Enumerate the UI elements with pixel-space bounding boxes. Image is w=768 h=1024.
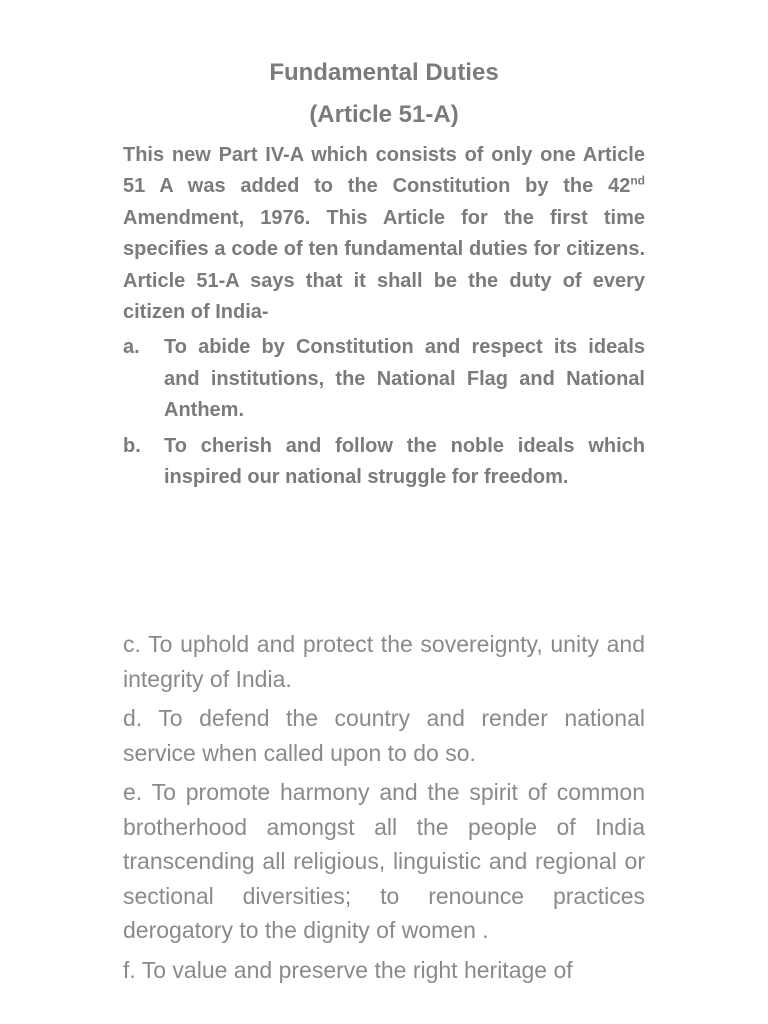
duty-item-f: f. To value and preserve the right heritage of — [123, 956, 573, 983]
duty-text-a: To abide by Constitution and respect its ideals and institutions, the National Flag and National Anthem. — [164, 336, 645, 422]
document-title: Fundamental Duties — [269, 59, 499, 86]
duties-list-bold — [123, 332, 645, 493]
intro-superscript: nd — [630, 173, 645, 188]
duty-item-b — [123, 431, 645, 494]
duty-item-d: d. To defend the country and render national service when called upon to do so. — [123, 705, 645, 766]
document-page-top — [123, 52, 645, 497]
duty-item-c: c. To uphold and protect the sovereignty, unity and integrity of India. — [123, 631, 645, 692]
intro-text-part1: This new Part IV-A which consists of only one Article 51 A was added to the Constitution by the 42 — [123, 144, 645, 198]
duty-text-b: To cherish and follow the noble ideals which inspired our national struggle for freedom. — [164, 434, 645, 489]
intro-text-part2: Amendment, 1976. This Article for the first time specifies a code of ten fundamental duties for citizens. Article 51-A says that it shall be the duty of every citizen of India- — [123, 206, 645, 324]
intro-paragraph — [123, 140, 645, 328]
duty-marker-b: b. — [123, 434, 141, 457]
document-subtitle: (Article 51-A) — [309, 101, 459, 128]
duty-item-a — [123, 332, 645, 426]
document-page-bottom — [123, 627, 645, 992]
duty-item-e: e. To promote harmony and the spirit of common brotherhood amongst all the people of India transcending all religious, linguistic and regional or sectional diversities; to renounce practices derogatory to the dignity of women . — [123, 779, 645, 943]
duty-marker-a: a. — [123, 336, 140, 359]
